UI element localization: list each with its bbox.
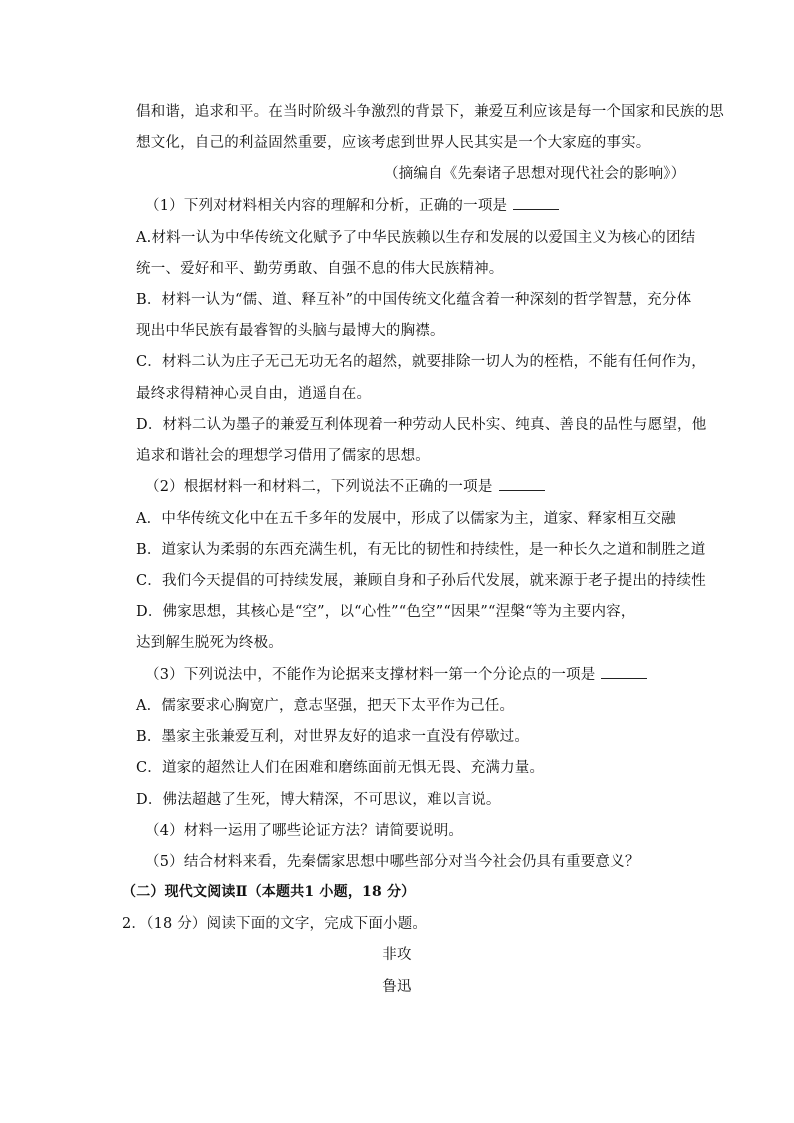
- intro-line-2: 想文化，自己的利益固然重要，应该考虑到世界人民其实是一个大家庭的事实。: [136, 135, 651, 151]
- q1-stem: （1）下列对材料相关内容的理解和分析，正确的一项是: [145, 196, 559, 216]
- q1-option-c-line-1: C．材料二认为庄子无己无功无名的超然，就要排除一切人为的桎梏，不能有任何作为，: [136, 354, 706, 370]
- q2-option-a: A．中华传统文化中在五千多年的发展中，形成了以儒家为主，道家、释家相互交融: [136, 511, 676, 527]
- q3-option-b: B．墨家主张兼爱互利，对世界友好的追求一直没有停歇过。: [136, 729, 530, 745]
- q3-stem: （3）下列说法中，不能作为论据来支撑材料一第一个分论点的一项是: [145, 665, 647, 685]
- question-2-stem: 2．（18 分）阅读下面的文字，完成下面小题。: [122, 916, 428, 932]
- q5-stem: （5）结合材料来看，先秦儒家思想中哪些部分对当今社会仍具有重要意义？: [145, 854, 640, 870]
- q1-option-b-line-2: 现出中华民族有最睿智的头脑与最博大的胸襟。: [136, 323, 445, 339]
- q1-option-d-line-2: 追求和谐社会的理想学习借用了儒家的思想。: [136, 448, 430, 464]
- article-title: 非攻: [382, 947, 412, 963]
- q4-stem: （4）材料一运用了哪些论证方法？请简要说明。: [145, 823, 464, 839]
- q1-option-d-line-1: D．材料二认为墨子的兼爱互利体现着一种劳动人民朴实、纯真、善良的品性与愿望，他: [136, 417, 707, 433]
- q1-option-b-line-1: B．材料一认为“儒、道、释互补”的中国传统文化蕴含着一种深刻的哲学智慧，充分体: [136, 292, 692, 308]
- q2-stem: （2）根据材料一和材料二，下列说法不正确的一项是: [145, 477, 545, 497]
- answer-blank: [601, 666, 647, 679]
- q3-option-c: C．道家的超然让人们在困难和磨练面前无惧无畏、充满力量。: [136, 760, 545, 776]
- q2-option-d-line-2: 达到解生脱死为终极。: [136, 635, 283, 651]
- section-heading: （二）现代文阅读Ⅱ（本题共1 小题，18 分）: [122, 884, 416, 900]
- answer-blank: [513, 197, 559, 210]
- answer-blank: [499, 478, 545, 491]
- q2-option-d-line-1: D．佛家思想，其核心是“空”，以“心性”“色空”“因果”“涅槃“等为主要内容，: [136, 604, 636, 620]
- q1-option-a-line-1: A.材料一认为中华传统文化赋予了中华民族赖以生存和发展的以爱国主义为核心的团结: [136, 230, 696, 246]
- q2-option-b: B．道家认为柔弱的东西充满生机，有无比的韧性和持续性，是一种长久之道和制胜之道: [136, 542, 706, 558]
- q1-option-a-line-2: 统一、爱好和平、勤劳勇敢、自强不息的伟大民族精神。: [136, 261, 504, 277]
- q3-option-a: A．儒家要求心胸宽广，意志坚强，把天下太平作为己任。: [136, 698, 515, 714]
- q1-option-c-line-2: 最终求得精神心灵自由，逍遥自在。: [136, 386, 372, 402]
- intro-line-1: 倡和谐，追求和平。在当时阶级斗争激烈的背景下，兼爱互利应该是每一个国家和民族的思: [136, 104, 724, 120]
- source-citation: （摘编自《先秦诸子思想对现代社会的影响》）: [384, 166, 686, 182]
- q2-option-c: C．我们今天提倡的可持续发展，兼顾自身和子孙后代发展，就来源于老子提出的持续性: [136, 573, 706, 589]
- article-author: 鲁迅: [382, 979, 412, 995]
- q3-option-d: D．佛法超越了生死，博大精深，不可思议，难以言说。: [136, 792, 501, 808]
